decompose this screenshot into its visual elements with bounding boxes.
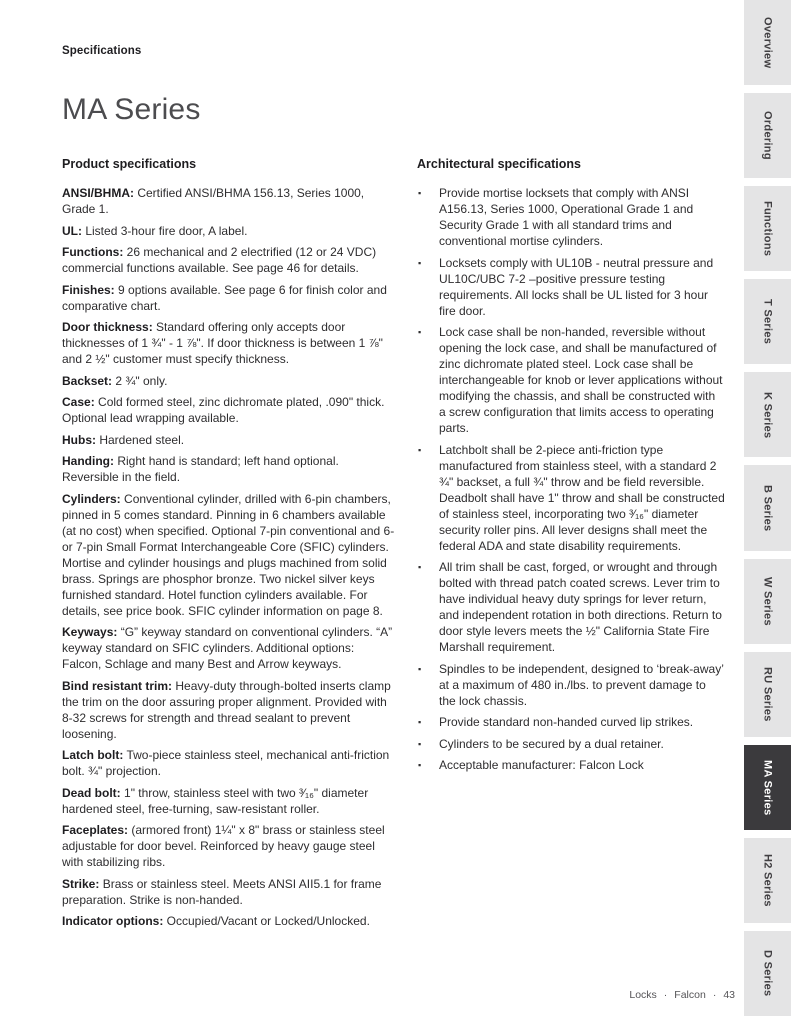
arch-spec-text: Latchbolt shall be 2-piece anti-friction type manufactured from stainless steel, with a standard 2 ¾" backset, a full ¾" throw and be field reversible. Deadbolt shall have 1" throw and shall be constructed of stainless steel, incorporating two ³⁄₁₆" diameter security roller pins. All lever designs shall meet the federal ADA and state disability requirements. — [439, 442, 725, 553]
spec-text: Two-piece stainless steel, mechanical anti-friction bolt. ¾" projection. — [62, 748, 390, 778]
square-bullet-icon: ▪ — [418, 663, 422, 674]
spec-item — [62, 282, 396, 314]
tab-overview[interactable]: Overview — [744, 0, 791, 85]
arch-spec-text: Acceptable manufacturer: Falcon Lock — [439, 758, 644, 772]
arch-spec-item — [417, 661, 725, 709]
spec-text: Occupied/Vacant or Locked/Unlocked. — [166, 914, 370, 928]
arch-spec-text: Locksets comply with UL10B - neutral pressure and UL10C/UBC 7-2 –positive pressure testing requirements. All locks shall be UL listed for 3 hour fire door. — [439, 255, 714, 318]
spec-item — [62, 913, 396, 929]
spec-label: UL: — [62, 223, 82, 238]
arch-spec-item — [417, 736, 725, 752]
spec-label: Finishes: — [62, 282, 115, 297]
spec-item — [62, 453, 396, 485]
spec-item — [62, 432, 396, 448]
spec-item — [62, 785, 396, 817]
arch-spec-text: Lock case shall be non-handed, reversible without opening the lock case, and shall be manufactured of zinc dichromate plated steel. Lock case shall be interchangeable for knob or lever applications without modifying the chassis, and shall be constructed with a screw configuration that limits access to operating parts. — [439, 325, 723, 435]
spec-text: Heavy-duty through-bolted inserts clamp the trim on the door assuring proper alignment. Provided with 8-32 screws for strength and thread sealant to prevent loosening. — [62, 678, 391, 741]
arch-spec-item — [417, 559, 725, 655]
spec-label: Hubs: — [62, 432, 96, 447]
arch-spec-text: Cylinders to be secured by a dual retainer. — [439, 736, 664, 751]
arch-spec-item — [417, 757, 725, 773]
spec-text: 2 ¾" only. — [115, 373, 168, 388]
footer-part: Falcon — [674, 989, 706, 1001]
spec-label: Bind resistant trim: — [62, 678, 173, 693]
page-content — [62, 0, 738, 935]
page-eyebrow: Specifications — [62, 45, 142, 57]
spec-item — [62, 678, 396, 742]
spec-columns — [62, 157, 738, 935]
architectural-specs-heading: Architectural specifications — [417, 157, 581, 171]
spec-item — [62, 185, 396, 217]
tab-h2-series[interactable]: H2 Series — [744, 838, 791, 923]
arch-spec-item — [417, 442, 725, 554]
square-bullet-icon: ▪ — [418, 562, 422, 572]
tab-b-series[interactable]: B Series — [744, 465, 791, 550]
product-specifications-section — [62, 157, 396, 935]
spec-item — [62, 822, 396, 870]
square-bullet-icon: ▪ — [418, 760, 422, 770]
arch-spec-text: Provide mortise locksets that comply with ANSI A156.13, Series 1000, Operational Grade 1 and Security Grade 1 with all standard trims and conventional mortise cylinders. — [439, 186, 694, 248]
arch-spec-item — [417, 714, 725, 730]
spec-text: Standard offering only accepts door thicknesses of 1 ¾" - 1 ⅞". If door thickness is between 1 ⅞" and 2 ½" customer must specify thickness. — [62, 320, 383, 366]
tab-ordering[interactable]: Ordering — [744, 93, 791, 178]
tab-d-series[interactable]: D Series — [744, 931, 791, 1016]
square-bullet-icon: ▪ — [418, 717, 422, 727]
spec-label: ANSI/BHMA: — [62, 186, 134, 200]
footer-part: Locks — [629, 989, 657, 1001]
architectural-specifications-section — [417, 157, 725, 935]
footer-separator: · — [712, 989, 717, 1001]
spec-label: Keyways: — [62, 625, 118, 639]
tab-functions[interactable]: Functions — [744, 186, 791, 271]
spec-item — [62, 223, 396, 239]
spec-text: Listed 3-hour fire door, A label. — [85, 223, 248, 238]
spec-label: Case: — [62, 395, 95, 409]
tab-t-series[interactable]: T Series — [744, 279, 791, 364]
arch-spec-text: Provide standard non-handed curved lip strikes. — [439, 715, 694, 729]
spec-text: (armored front) 1¼" x 8" brass or stainless steel adjustable for door bevel. Reinforced by heavy gauge steel with stabilizing ribs. — [62, 823, 385, 869]
spec-label: Latch bolt: — [62, 748, 124, 762]
spec-label: Handing: — [62, 454, 114, 468]
spec-text: Brass or stainless steel. Meets ANSI AII5.1 for frame preparation. Strike is non-handed. — [62, 876, 382, 907]
spec-text: Conventional cylinder, drilled with 6-pin chambers, pinned in 5 comes standard. Pinning in 6 chambers available (at no cost) when specified. Optional 7-pin conventional and 6- or 7-pin Small Format Interchangeable Core (SFIC) cylinders. Mortise and cylinder housings and plugs machined from solid brass. Springs are phosphor bronze. Two nickel silver keys furnished standard. Hotel function cylinders available. For details, see price book. SFIC cylinder information on page 8. — [62, 491, 395, 618]
spec-label: Backset: — [62, 373, 113, 388]
square-bullet-icon: ▪ — [418, 738, 422, 749]
spec-item — [62, 244, 396, 276]
arch-spec-text: Spindles to be independent, designed to ‘break-away’ at a maximum of 480 in./lbs. to prevent damage to the lock chassis. — [439, 661, 724, 708]
spec-item — [62, 491, 396, 619]
footer-separator: · — [663, 989, 668, 1001]
spec-label: Faceplates: — [62, 823, 129, 837]
tab-k-series[interactable]: K Series — [744, 372, 791, 457]
spec-item — [62, 624, 396, 672]
spec-text: Right hand is standard; left hand optional. Reversible in the field. — [62, 454, 339, 484]
square-bullet-icon: ▪ — [418, 327, 422, 337]
square-bullet-icon: ▪ — [418, 444, 422, 455]
product-specs-list — [62, 185, 396, 929]
spec-label: Cylinders: — [62, 491, 121, 506]
spec-item — [62, 876, 396, 908]
square-bullet-icon: ▪ — [418, 188, 422, 198]
page-footer — [629, 989, 735, 1001]
product-specs-heading: Product specifications — [62, 157, 197, 171]
page-title: MA Series — [62, 93, 201, 126]
spec-text: 9 options available. See page 6 for finish color and comparative chart. — [62, 282, 387, 313]
spec-label: Dead bolt: — [62, 785, 121, 800]
spec-label: Indicator options: — [62, 914, 164, 928]
footer-part: 43 — [723, 989, 735, 1001]
spec-label: Functions: — [62, 245, 124, 259]
spec-item — [62, 319, 396, 367]
spec-text: 1" throw, stainless steel with two ³⁄₁₆" diameter hardened steel, free-turning, saw-resistant roller. — [62, 785, 369, 816]
arch-spec-item — [417, 255, 725, 319]
arch-spec-item — [417, 324, 725, 436]
tab-ma-series[interactable]: MA Series — [744, 745, 791, 830]
square-bullet-icon: ▪ — [418, 257, 422, 268]
spec-label: Door thickness: — [62, 320, 153, 334]
spec-item — [62, 373, 396, 389]
spec-item — [62, 747, 396, 779]
spec-item — [62, 394, 396, 426]
spec-text: “G” keyway standard on conventional cylinders. “A” keyway standard on SFIC cylinders. Additional options: Falcon, Schlage and many Best and Arrow keyways. — [62, 625, 393, 671]
tab-w-series[interactable]: W Series — [744, 559, 791, 644]
spec-text: 26 mechanical and 2 electrified (12 or 24 VDC) commercial functions available. See page 46 for details. — [62, 245, 377, 275]
spec-label: Strike: — [62, 876, 100, 891]
spec-text: Certified ANSI/BHMA 156.13, Series 1000, Grade 1. — [62, 186, 365, 216]
architectural-specs-list — [417, 185, 725, 773]
section-tabs-sidebar — [744, 0, 791, 1024]
tab-ru-series[interactable]: RU Series — [744, 652, 791, 737]
spec-text: Hardened steel. — [99, 432, 185, 447]
arch-spec-text: All trim shall be cast, forged, or wrought and through bolted with thread patch coated screws. Lever trim to have individual heavy duty springs for lever return, and independent rotation in both directions. Return to door style levers meets the ½" California State Fire Marshall requirement. — [439, 560, 722, 654]
spec-text: Cold formed steel, zinc dichromate plated, .090" thick. Optional lead wrapping available. — [62, 395, 385, 425]
arch-spec-item — [417, 185, 725, 249]
